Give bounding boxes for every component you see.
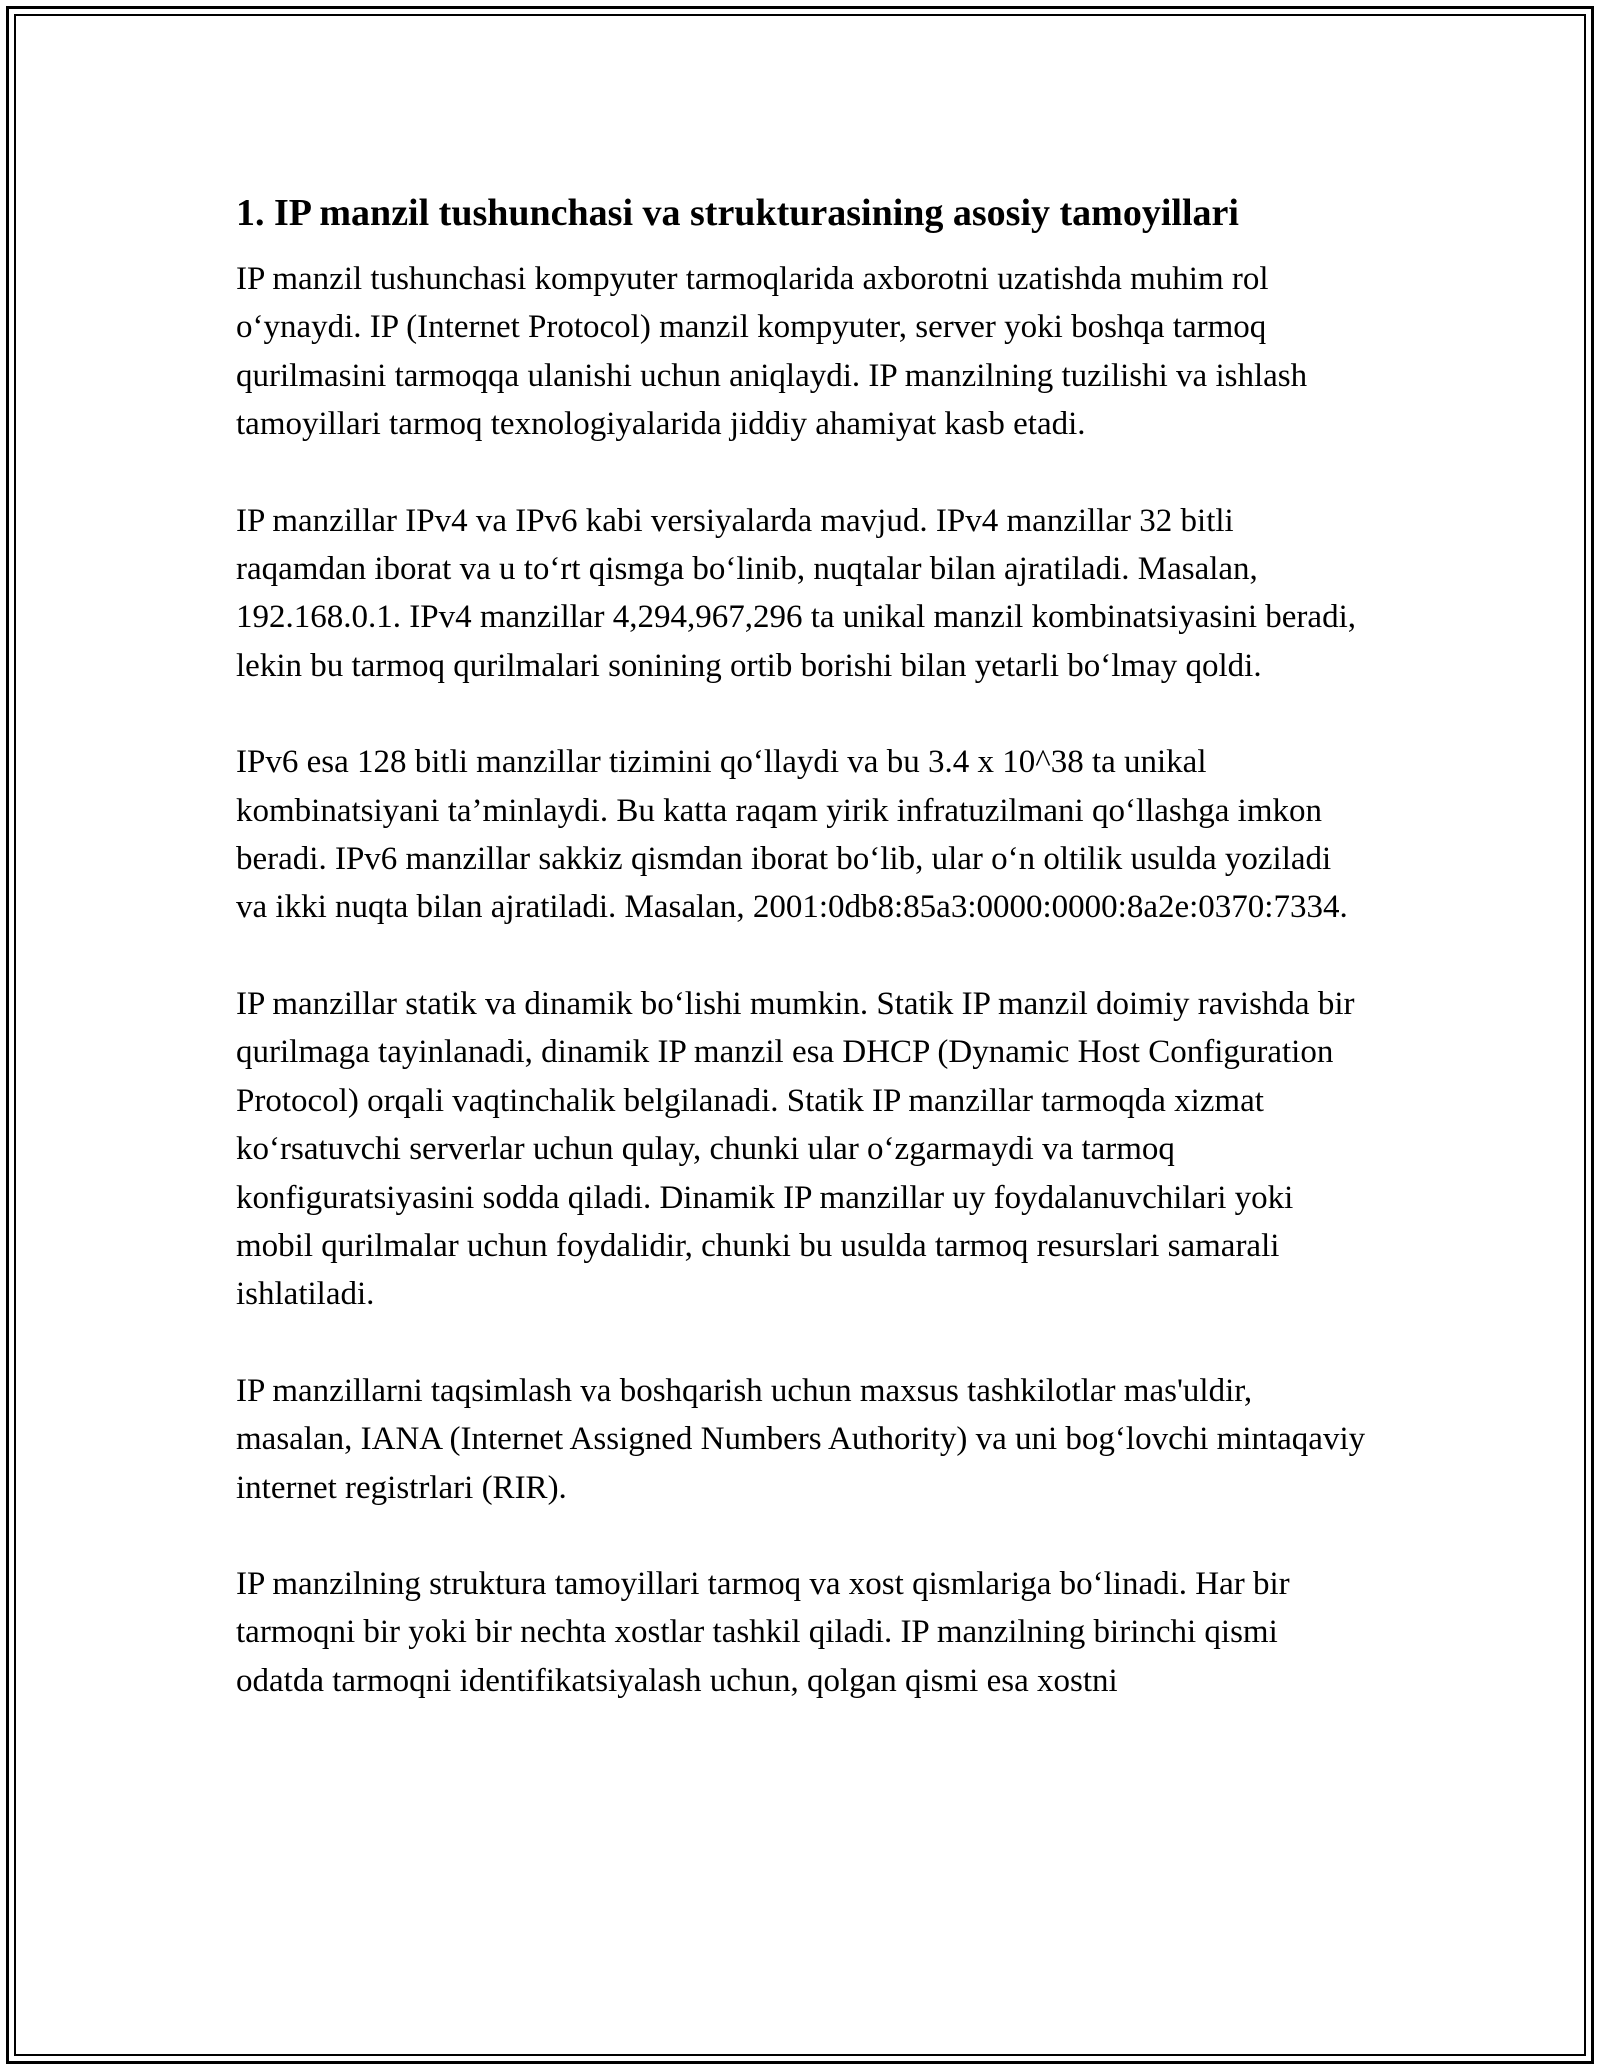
paragraph-ipv6: IPv6 esa 128 bitli manzillar tizimini qo‘llaydi va bu 3.4 x 10^38 ta unikal kombinatsiyani ta’minlaydi. Bu katta raqam yirik infratuzilmani qo‘llashga imkon beradi. IPv6 manzillar sakkiz qismdan iborat bo‘lib, ular o‘n oltilik usulda yoziladi va ikki nuqta bilan ajratiladi. Masalan, 2001:0db8:85a3:0000:0000:8a2e:0370:7334. bbox=[236, 744, 1348, 926]
paragraph-iana-rir: IP manzillarni taqsimlash va boshqarish uchun maxsus tashkilotlar mas'uldir, masalan, IANA (Internet Assigned Numbers Authority) va uni bog‘lovchi mintaqaviy internet registrlari (RIR). bbox=[236, 1372, 1366, 1506]
section-heading: 1. IP manzil tushunchasi va strukturasining asosiy tamoyillari bbox=[236, 192, 1239, 234]
paragraph-static-dynamic: IP manzillar statik va dinamik bo‘lishi mumkin. Statik IP manzil doimiy ravishda bir qurilmaga tayinlanadi, dinamik IP manzil esa DHCP (Dynamic Host Configuration Protocol) orqali vaqtinchalik belgilanadi. Statik IP manzillar tarmoqda xizmat ko‘rsatuvchi serverlar uchun qulay, chunki ular o‘zgarmaydi va tarmoq konfiguratsiyasini sodda qiladi. Dinamik IP manzillar uy foydalanuvchilari yoki mobil qurilmalar uchun foydalidir, chunki bu usulda tarmoq resurslari samarali ishlatiladi. bbox=[236, 985, 1355, 1313]
paragraph-ip-concept: IP manzil tushunchasi kompyuter tarmoqlarida axborotni uzatishda muhim rol o‘ynaydi. IP (Internet Protocol) manzil kompyuter, server yoki boshqa tarmoq qurilmasini tarmoqqa ulanishi uchun aniqlaydi. IP manzilning tuzilishi va ishlash tamoyillari tarmoq texnologiyalarida jiddiy ahamiyat kasb etadi. bbox=[236, 261, 1308, 443]
paragraph-ipv4: IP manzillar IPv4 va IPv6 kabi versiyalarda mavjud. IPv4 manzillar 32 bitli raqamdan iborat va u to‘rt qismga bo‘linib, nuqtalar bilan ajratiladi. Masalan, 192.168.0.1. IPv4 manzillar 4,294,967,296 ta unikal manzil kombinatsiyasini beradi, lekin bu tarmoq qurilmalari sonining ortib borishi bilan yetarli bo‘lmay qoldi. bbox=[236, 502, 1356, 684]
document-body bbox=[236, 185, 1366, 1705]
paragraph-structure: IP manzilning struktura tamoyillari tarmoq va xost qismlariga bo‘linadi. Har bir tarmoqni bir yoki bir nechta xostlar tashkil qiladi. IP manzilning birinchi qismi odatda tarmoqni identifikatsiyalash uchun, qolgan qismi esa xostni bbox=[236, 1565, 1290, 1699]
